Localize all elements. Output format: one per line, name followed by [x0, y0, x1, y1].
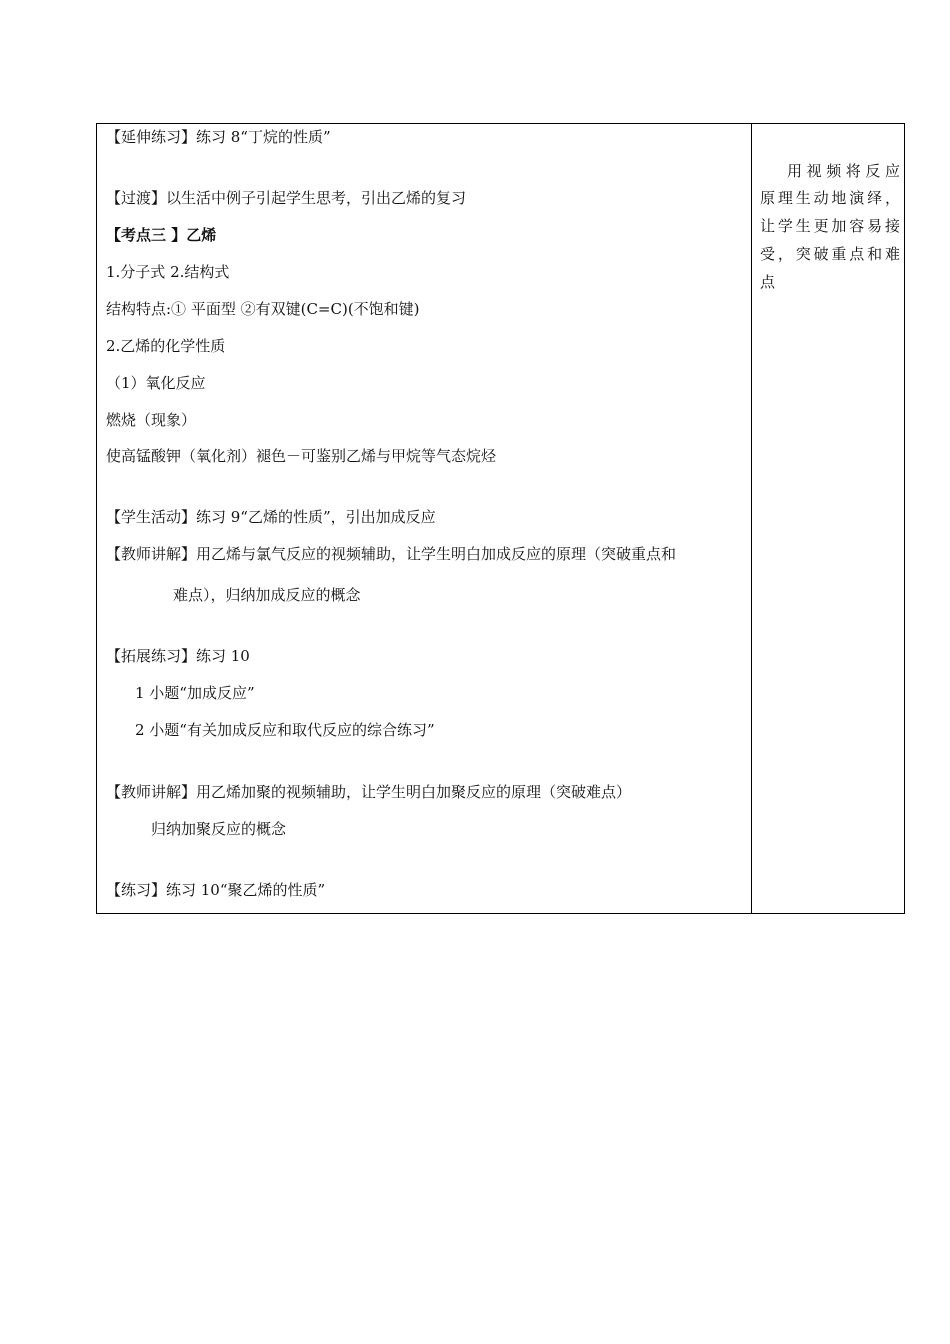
permanganate-line: 使高锰酸钾（氧化剂）褪色－可鉴别乙烯与甲烷等气态烷烃: [106, 447, 497, 465]
chemical-properties-heading: 2.乙烯的化学性质: [106, 337, 226, 355]
extension-exercise-line: 【延伸练习】练习 8“丁烷的性质”: [106, 128, 331, 146]
student-activity-line: 【学生活动】练习 9“乙烯的性质”，引出加成反应: [106, 508, 436, 526]
note-line-3: 让学生更加容易接: [760, 217, 900, 235]
note-line-4: 受，突破重点和难: [760, 245, 900, 263]
subquestion-2-line: 2 小题“有关加成反应和取代反应的综合练习”: [135, 721, 435, 739]
note-line-1: 用视频将反应: [787, 162, 900, 180]
oxidation-heading: （1）氧化反应: [106, 374, 206, 392]
structure-features-line: 结构特点:① 平面型 ②有双键(C=C)(不饱和键): [106, 300, 420, 318]
design-intent-cell: [752, 124, 904, 913]
expansion-exercise-line: 【拓展练习】练习 10: [106, 647, 250, 665]
combustion-line: 燃烧（现象）: [106, 411, 197, 429]
formula-line: 1.分子式 2.结构式: [106, 263, 230, 281]
note-line-5: 点: [760, 273, 776, 291]
transition-line: 【过渡】以生活中例子引起学生思考，引出乙烯的复习: [106, 189, 467, 207]
teacher-explanation-polymer-line: 【教师讲解】用乙烯加聚的视频辅助，让学生明白加聚反应的原理（突破难点）: [106, 783, 632, 801]
teaching-content-cell: [97, 124, 751, 913]
practice-line: 【练习】练习 10“聚乙烯的性质”: [106, 881, 326, 899]
lesson-plan-table: [96, 123, 905, 914]
subquestion-1-line: 1 小题“加成反应”: [135, 684, 255, 702]
exam-point-heading: 【考点三 】乙烯: [106, 226, 217, 244]
note-line-2: 原理生动地演绎，: [760, 189, 900, 207]
polymerization-summary-line: 归纳加聚反应的概念: [151, 820, 287, 838]
teacher-explanation-continuation: 难点），归纳加成反应的概念: [173, 586, 361, 604]
teacher-explanation-line: 【教师讲解】用乙烯与氯气反应的视频辅助，让学生明白加成反应的原理（突破重点和: [106, 545, 677, 563]
